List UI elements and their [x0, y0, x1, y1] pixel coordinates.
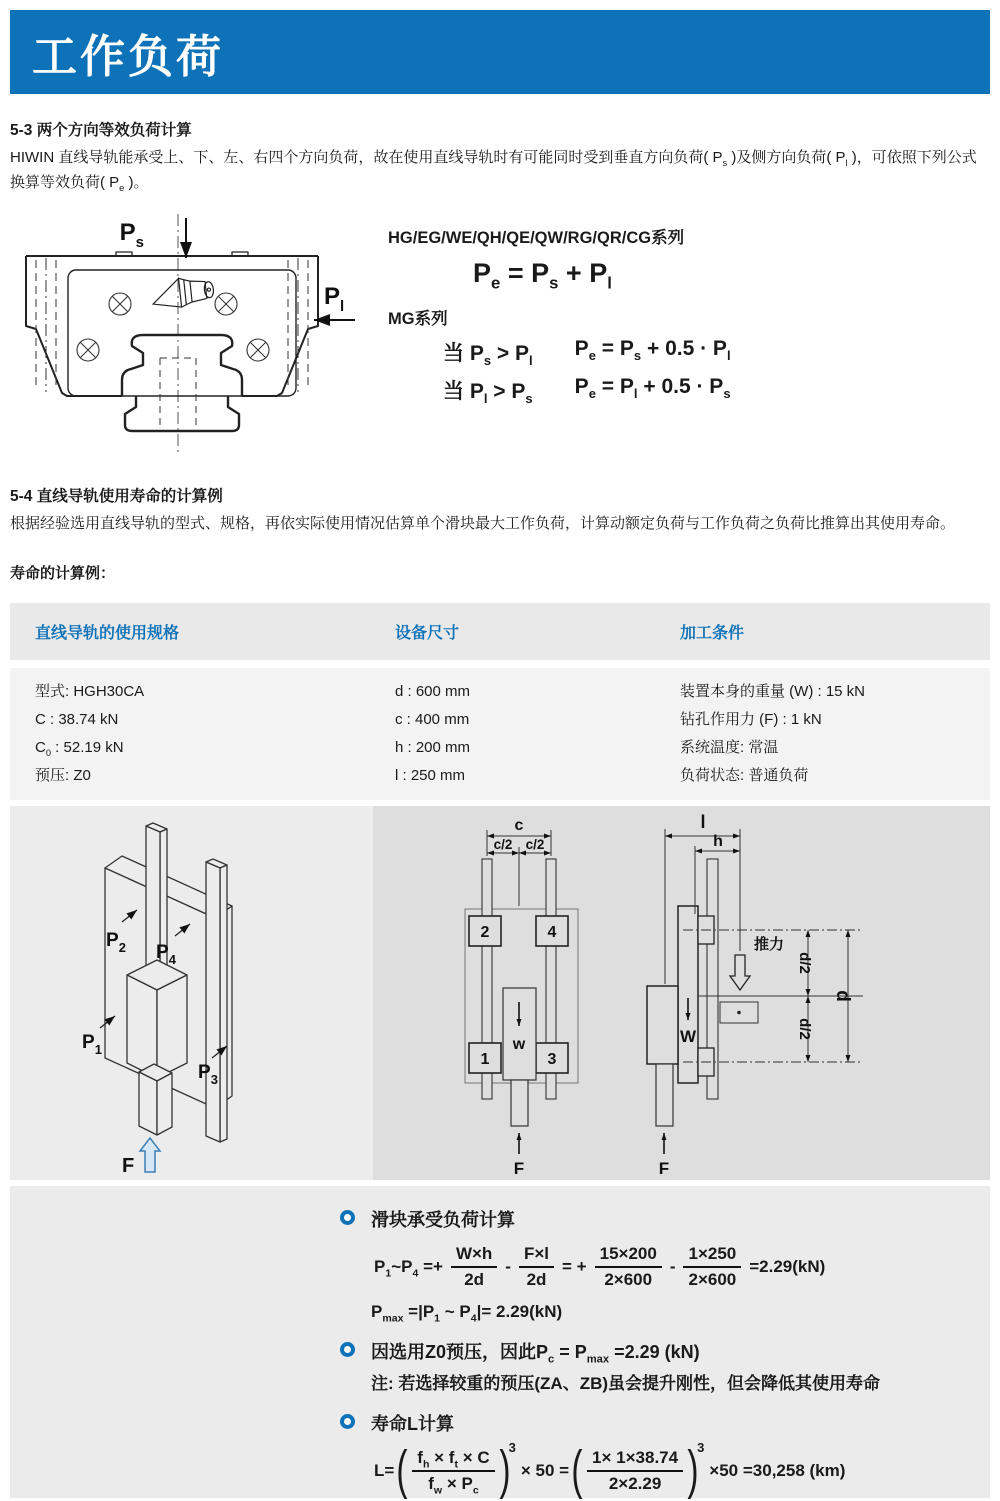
close-paren: ) — [687, 1440, 699, 1501]
spec-cell: l : 250 mm — [395, 767, 466, 784]
side-view — [647, 812, 863, 1178]
spec-cell: $C_0$ : 52.19 kN — [35, 739, 124, 758]
calc-item-preload — [340, 1338, 970, 1394]
mg-case-2-condition: 当 $P_l > P_s$ — [443, 379, 533, 406]
section-5-3-body: HIWIN 直线导轨能承受上、下、左、右四个方向负荷，故在使用直线导轨时有可能同时受到垂直方向负荷( $P_s$ )及侧方向负荷( $P_l$ )，可依照下列公式换算等效负荷( $P_e$ )。 — [10, 149, 977, 193]
fraction: $\frac{W\times h}{2d}$ — [451, 1244, 497, 1290]
slide-column — [127, 960, 187, 1135]
spec-cell: 负荷状态: 普通负荷 — [680, 767, 809, 784]
thrust-label: 推力 — [753, 936, 785, 953]
spec-col-equipment — [370, 678, 655, 790]
section-5-4-heading: 5-4 直线导轨使用寿命的计算例 — [10, 487, 223, 505]
spec-cell: c : 400 mm — [395, 711, 470, 728]
spec-col-guide — [10, 678, 370, 790]
section-5-4 — [10, 484, 990, 588]
equivalent-load-figure-row — [10, 208, 990, 460]
eq-token: ×50 =30,258 (km) — [709, 1461, 846, 1480]
front-view — [465, 817, 578, 1178]
catalog-page — [0, 10, 1000, 1501]
pl-label: $P_l$ — [324, 282, 345, 315]
spec-cell: 系统温度: 常温 — [680, 739, 779, 756]
f-label: F — [658, 1159, 670, 1178]
f-force-arrow — [140, 1138, 160, 1172]
rail-profile — [122, 335, 242, 431]
block-2-number: 2 — [480, 924, 490, 941]
saddle — [647, 986, 678, 1064]
d2-top-label: d/2 — [796, 952, 813, 974]
screw-symbols — [77, 293, 269, 361]
thrust-arrow — [730, 955, 750, 990]
h-label: h — [713, 833, 723, 850]
plate — [678, 906, 698, 1083]
series-list-label: HG/EG/WE/QH/QE/QW/RG/QR/CG系列 — [388, 228, 685, 247]
p3-label: $P_3$ — [198, 1062, 218, 1087]
page-title: 工作负荷 — [32, 30, 225, 82]
pmax-equation: $P_{max} =|P_1$ ~ $P_4|= 2.29(kN)$ — [371, 1302, 563, 1325]
equivalent-load-formula: $P_e = P_s + P_l$ — [473, 257, 612, 292]
bolt-hidden-lines — [36, 258, 308, 392]
rail-right — [206, 859, 227, 1142]
mg-case-1-formula: $P_e = P_s + 0.5 \cdot P_l$ — [574, 336, 731, 363]
f-label: F — [513, 1159, 525, 1178]
w-label: w — [512, 1036, 526, 1053]
fraction: $\frac{f_h \times f_t \times C}{f_w \times P_c}$ — [412, 1448, 494, 1494]
c2-left-label: c/2 — [493, 837, 513, 852]
calc-item-title: 寿命L计算 — [371, 1414, 454, 1434]
guide-block-cross-section-drawing — [10, 208, 360, 460]
c2-right-label: c/2 — [525, 837, 545, 852]
equivalent-load-formulas — [388, 208, 731, 460]
eq-token: $P_1\sim P_4$ =+ — [374, 1257, 443, 1280]
mg-case-2 — [443, 375, 731, 405]
mg-case-1 — [443, 337, 731, 367]
spec-table-header — [10, 603, 990, 660]
mg-case-2-formula: $P_e = P_l + 0.5 \cdot P_s$ — [574, 374, 731, 401]
page-banner — [10, 10, 990, 94]
f-label: F — [122, 1155, 135, 1177]
block-1-number: 1 — [480, 1051, 490, 1068]
center-column — [503, 988, 536, 1080]
eq-token: - — [669, 1257, 676, 1276]
spec-table-body — [10, 668, 990, 800]
p2-label: $P_2$ — [106, 930, 126, 955]
open-paren: ( — [571, 1440, 583, 1501]
w-label: W — [679, 1027, 697, 1046]
section-5-3 — [10, 118, 990, 196]
eq-token: × 50 = — [520, 1461, 570, 1480]
block-3-number: 3 — [547, 1051, 557, 1068]
dimension-drawing — [373, 806, 990, 1180]
p1-label: $P_1$ — [82, 1032, 102, 1057]
application-diagrams — [10, 806, 990, 1180]
eq-token: - — [505, 1257, 511, 1276]
section-5-4-body: 根据经验选用直线导轨的型式、规格，再依实际使用情况估算单个滑块最大工作负荷，计算动额定负荷与工作负荷之负荷比推算出其使用寿命。 — [10, 514, 956, 532]
spec-cell: 装置本身的重量 (W) : 15 kN — [680, 683, 866, 700]
calc-item-life — [340, 1410, 970, 1501]
spec-cell: C : 38.74 kN — [35, 711, 119, 728]
fraction: $\frac{1\times 250}{2\times 600}$ — [683, 1244, 741, 1290]
eq-token: L= — [374, 1461, 395, 1480]
preload-statement: 因选用Z0预压，因此$P_c = P_{max} =2.29$ (kN) — [371, 1342, 700, 1366]
spec-col-header-guide: 直线导轨的使用规格 — [35, 625, 180, 642]
lower-column — [511, 1080, 528, 1126]
l-label: l — [700, 812, 706, 832]
spec-col-conditions — [655, 678, 990, 790]
bullet-icon — [340, 1342, 355, 1357]
c-label: c — [514, 817, 524, 834]
block-outline — [26, 252, 318, 396]
eq-token: =2.29(kN) — [749, 1257, 826, 1276]
close-paren: ) — [499, 1440, 511, 1501]
life-calculation-panel — [10, 1186, 990, 1501]
fraction: $\frac{F\times l}{2d}$ — [519, 1244, 554, 1290]
bullet-icon — [340, 1414, 355, 1429]
d2-bottom-label: d/2 — [796, 1018, 813, 1040]
isometric-drawing — [10, 806, 373, 1180]
fraction: $\frac{15\times 200}{2\times 600}$ — [595, 1244, 662, 1290]
drill-point — [737, 1011, 741, 1015]
eq-token: = + — [562, 1257, 587, 1276]
ps-label: $P_s$ — [119, 218, 144, 251]
dimension-diagrams — [373, 806, 990, 1180]
spec-cell: h : 200 mm — [395, 739, 471, 756]
calc-item-title: 滑块承受负荷计算 — [371, 1210, 515, 1230]
bullet-icon — [340, 1210, 355, 1225]
mg-series-label: MG系列 — [388, 309, 448, 328]
isometric-load-diagram — [10, 806, 373, 1180]
section-5-3-heading: 5-3 两个方向等效负荷计算 — [10, 122, 192, 139]
open-paren: ( — [396, 1440, 408, 1501]
block-4-number: 4 — [547, 924, 557, 941]
spec-cell: 型式: HGH30CA — [35, 683, 145, 700]
life-equation: L= ( $\frac{f_h \times f_t \times C}{f_w \times P_c}$ ) 3 × 50 = ( $\frac{1\times 1\times 38.74}{2\times 2.29}$ ) 3 ×50 =30,258 (km) — [374, 1440, 846, 1501]
spec-cell: d : 600 mm — [395, 683, 471, 700]
life-example-label: 寿命的计算例： — [10, 565, 116, 583]
mg-case-1-condition: 当 $P_s > P_l$ — [443, 341, 533, 368]
p4-label: $P_4$ — [156, 942, 176, 967]
d-label: d — [832, 990, 853, 1002]
spec-cell: 预压: Z0 — [35, 767, 91, 784]
lower-column — [656, 1064, 673, 1126]
grease-nipple-icon — [151, 274, 215, 309]
block-load-equation — [371, 1244, 970, 1290]
fraction: $\frac{1\times 1\times 38.74}{2\times 2.29}$ — [587, 1448, 683, 1494]
preload-note: 注: 若选择较重的预压(ZA、ZB)虽会提升刚性，但会降低其使用寿命 — [371, 1374, 881, 1393]
spec-cell: 钻孔作用力 (F) : 1 kN — [680, 711, 822, 728]
calc-item-block-load — [340, 1206, 970, 1325]
spec-col-header-conditions: 加工条件 — [680, 625, 745, 642]
spec-col-header-equipment: 设备尺寸 — [395, 625, 460, 642]
